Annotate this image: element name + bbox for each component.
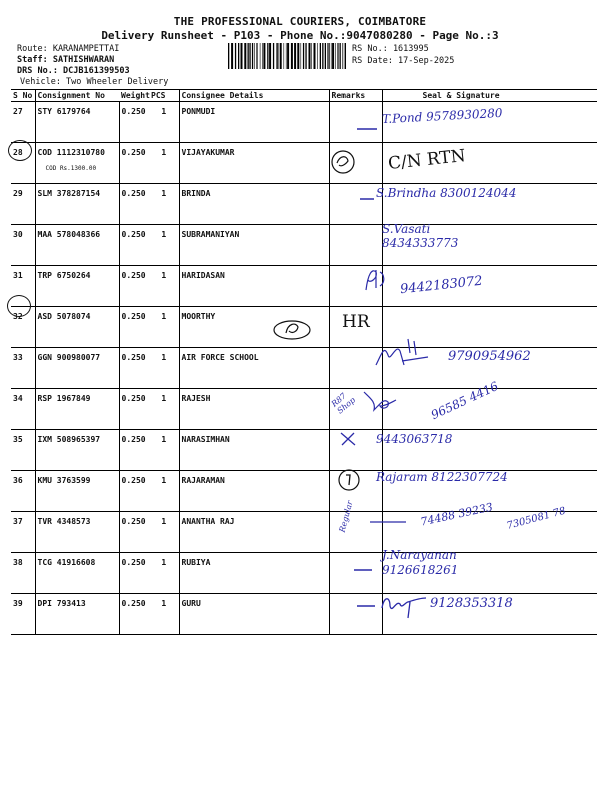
cell-pcs: 1: [149, 471, 179, 512]
cell-pcs: 1: [149, 266, 179, 307]
vehicle-label: Vehicle: Two Wheeler Delivery: [20, 77, 169, 87]
cell-remarks: [329, 430, 382, 471]
cell-consignment: RSP 1967849: [35, 389, 119, 430]
handwriting-31: 9442183072: [399, 273, 484, 298]
cell-consignment: MAA 578048366: [35, 225, 119, 266]
cell-weight: 0.250: [119, 430, 149, 471]
cell-consignment: TCG 41916608: [35, 553, 119, 594]
cell-sno: 30: [11, 225, 35, 266]
rs-number: RS No.: 1613995: [352, 44, 429, 54]
cell-signature: [382, 225, 597, 266]
cell-pcs: 1: [149, 430, 179, 471]
cell-consignee: HARIDASAN: [179, 266, 329, 307]
table-row: [11, 184, 597, 225]
handwriting-38: J.Narayanan 9126618261: [382, 548, 459, 577]
cell-weight: 0.250: [119, 594, 149, 635]
table-row: [11, 266, 597, 307]
cell-consignment: IXM 508965397: [35, 430, 119, 471]
table-row: [11, 430, 597, 471]
cell-consignment: TRP 6750264: [35, 266, 119, 307]
cell-remarks: [329, 512, 382, 553]
handwriting-30: S.Vasati 8434333773: [382, 222, 459, 250]
handwriting-32: HR: [342, 312, 370, 332]
cell-remarks: [329, 225, 382, 266]
cell-sno: 38: [11, 553, 35, 594]
cell-remarks: [329, 348, 382, 389]
table-row: [11, 553, 597, 594]
cell-weight: 0.250: [119, 553, 149, 594]
handwriting-33: 9790954962: [448, 349, 531, 364]
barcode-image: [228, 43, 346, 69]
cell-consignee: RAJESH: [179, 389, 329, 430]
staff-label: Staff: SATHISHWARAN: [17, 55, 115, 65]
cell-consignment: GGN 900980077: [35, 348, 119, 389]
cell-sno: 31: [11, 266, 35, 307]
col-signature-header: Seal & Signature: [382, 90, 597, 102]
cell-pcs: 1: [149, 102, 179, 143]
cell-pcs: 1: [149, 389, 179, 430]
handwriting-27: T.Pond 9578930280: [381, 105, 503, 127]
cell-consignment: STY 6179764: [35, 102, 119, 143]
table-row: [11, 594, 597, 635]
handwriting-29: S.Brindha 8300124044: [376, 186, 517, 200]
cell-signature: [382, 471, 597, 512]
cell-sno: 34: [11, 389, 35, 430]
table-row: [11, 307, 597, 348]
cell-consignee: PONMUDI: [179, 102, 329, 143]
handwriting-37b: 74488 39233: [419, 500, 495, 529]
cell-remarks: [329, 102, 382, 143]
cell-signature: [382, 102, 597, 143]
route-label: Route: KARANAMPETTAI: [17, 44, 120, 54]
cell-weight: 0.250: [119, 471, 149, 512]
cell-weight: 0.250: [119, 143, 149, 184]
cell-remarks: [329, 471, 382, 512]
handwriting-37c: 7305081 78: [505, 505, 567, 532]
cell-sno: 36: [11, 471, 35, 512]
table-row: [11, 471, 597, 512]
col-sno-header: S No: [11, 90, 35, 102]
table-row: [11, 348, 597, 389]
cell-sno: 33: [11, 348, 35, 389]
rs-date: RS Date: 17-Sep-2025: [352, 56, 455, 66]
cell-signature: [382, 553, 597, 594]
cell-remarks: [329, 184, 382, 225]
cell-consignment: SLM 378287154: [35, 184, 119, 225]
cell-pcs: 1: [149, 348, 179, 389]
table-row: [11, 512, 597, 553]
cell-consignment: TVR 4348573: [35, 512, 119, 553]
cell-signature: [382, 348, 597, 389]
cell-consignee: SUBRAMANIYAN: [179, 225, 329, 266]
cell-remarks: [329, 307, 382, 348]
col-remarks-header: Remarks: [329, 90, 382, 102]
cell-consignee: AIR FORCE SCHOOL: [179, 348, 329, 389]
cell-consignment: DPI 793413: [35, 594, 119, 635]
col-weight-header: Weight: [121, 91, 150, 100]
cell-pcs: 1: [149, 143, 179, 184]
cell-remarks: [329, 389, 382, 430]
cell-signature: [382, 307, 597, 348]
col-pcs-header: PCS: [149, 90, 179, 102]
cell-weight: 0.250: [119, 225, 149, 266]
cell-remarks: [329, 143, 382, 184]
cell-consignment: KMU 3763599: [35, 471, 119, 512]
table-row: [11, 389, 597, 430]
cell-sno: 27: [11, 102, 35, 143]
cell-sno: 39: [11, 594, 35, 635]
sno-circle-32: [7, 295, 31, 317]
cell-signature: [382, 430, 597, 471]
cell-consignee: RUBIYA: [179, 553, 329, 594]
cell-pcs: 1: [149, 553, 179, 594]
table-row: [11, 225, 597, 266]
col-consignment-header: Consignment No: [35, 90, 119, 102]
cell-remarks: [329, 266, 382, 307]
table-header-row: [11, 90, 597, 102]
cell-weight: 0.250: [119, 389, 149, 430]
cell-sno: 29: [11, 184, 35, 225]
handwriting-34a: R87 Shop: [329, 391, 358, 416]
table-row: [11, 143, 597, 184]
cell-consignee: RAJARAMAN: [179, 471, 329, 512]
cell-signature: [382, 184, 597, 225]
cell-weight: 0.250: [119, 102, 149, 143]
table-row: [11, 102, 597, 143]
cell-consignment: COD 1112310780 COD Rs.1300.00: [35, 143, 119, 184]
cell-sno: 35: [11, 430, 35, 471]
cell-signature: [382, 594, 597, 635]
cell-weight: 0.250: [119, 307, 149, 348]
cell-pcs: 1: [149, 225, 179, 266]
cell-pcs: 1: [149, 307, 179, 348]
cell-weight: 0.250: [119, 266, 149, 307]
handwriting-37a: Regular: [337, 499, 355, 534]
cell-weight: 0.250: [119, 184, 149, 225]
cell-pcs: 1: [149, 184, 179, 225]
cell-weight: 0.250: [119, 512, 149, 553]
handwriting-28: C/N RTN: [387, 145, 467, 175]
cell-signature: [382, 143, 597, 184]
cell-pcs: 1: [149, 594, 179, 635]
sno-circle-28: [8, 140, 32, 161]
cell-consignee: GURU: [179, 594, 329, 635]
handwriting-39: 9128353318: [430, 596, 513, 611]
cell-consignee: MOORTHY: [179, 307, 329, 348]
cell-sno: 28: [11, 143, 35, 184]
runsheet-title: Delivery Runsheet - P103 - Phone No.:9047080280 - Page No.:3: [101, 29, 499, 42]
cell-consignee: ANANTHA RAJ: [179, 512, 329, 553]
drs-number: DRS No.: DCJB161399503: [17, 66, 130, 76]
cod-amount-note: COD Rs.1300.00: [45, 165, 97, 172]
cell-consignee: VIJAYAKUMAR: [179, 143, 329, 184]
handwriting-35: 9443063718: [376, 432, 453, 446]
cell-remarks: [329, 553, 382, 594]
cell-remarks: [329, 594, 382, 635]
cell-signature: [382, 512, 597, 553]
col-consignee-header: Consignee Details: [179, 90, 329, 102]
cell-signature: [382, 266, 597, 307]
cell-pcs: 1: [149, 512, 179, 553]
cell-consignment: ASD 5078074: [35, 307, 119, 348]
cell-sno: 37: [11, 512, 35, 553]
runsheet-table: [11, 89, 597, 635]
handwriting-36: Rajaram 8122307724: [376, 470, 508, 484]
company-name: THE PROFESSIONAL COURIERS, COIMBATORE: [173, 15, 427, 28]
cell-sno: 32: [11, 307, 35, 348]
cell-signature: [382, 389, 597, 430]
cell-consignee: NARASIMHAN: [179, 430, 329, 471]
handwriting-34b: 96585 4416: [428, 378, 501, 423]
cell-weight: 0.250: [119, 348, 149, 389]
cell-consignee: BRINDA: [179, 184, 329, 225]
